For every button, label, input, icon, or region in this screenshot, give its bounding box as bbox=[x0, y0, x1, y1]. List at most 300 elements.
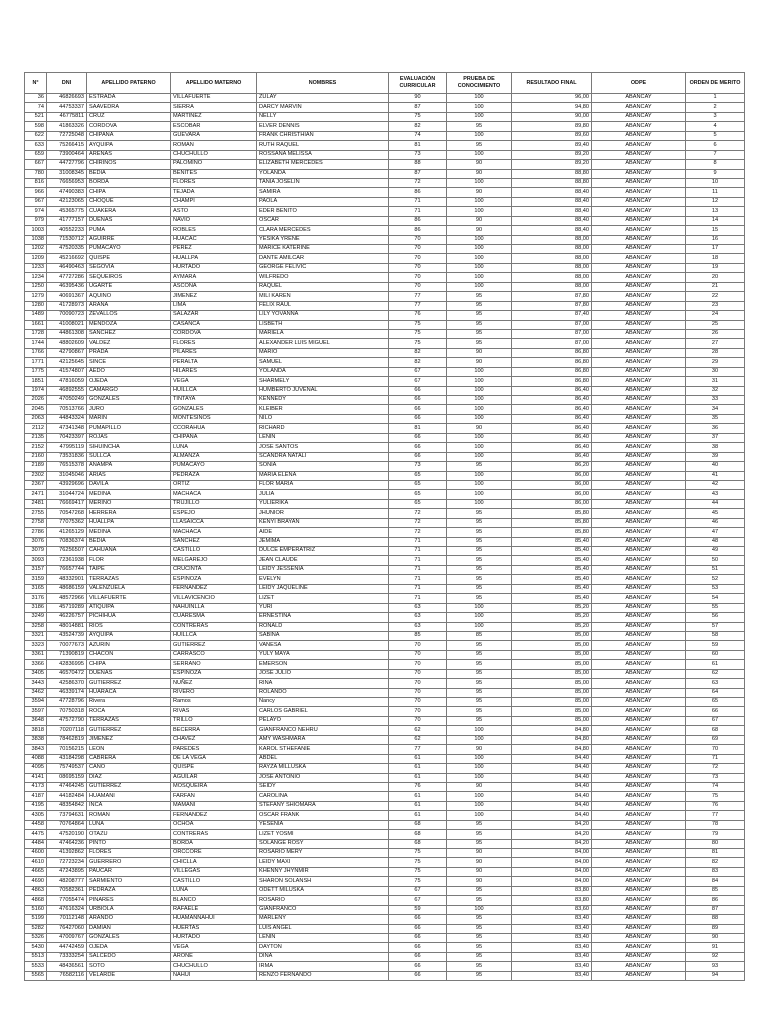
cell-orden-merito: 74 bbox=[686, 782, 745, 791]
cell-apellido-materno: AGUILAR bbox=[171, 773, 257, 782]
cell-apellido-materno: ASCONA bbox=[171, 282, 257, 291]
cell-apellido-paterno: SAAVEDRA bbox=[87, 103, 171, 112]
cell-dni: 47995119 bbox=[47, 443, 87, 452]
cell-odpe: ABANCAY bbox=[592, 594, 686, 603]
cell-orden-merito: 62 bbox=[686, 669, 745, 678]
cell-orden-merito: 32 bbox=[686, 386, 745, 395]
cell-evaluacion-curricular: 70 bbox=[389, 245, 447, 254]
cell-number: 1234 bbox=[25, 273, 47, 282]
cell-apellido-materno: TRUJILLO bbox=[171, 499, 257, 508]
cell-dni: 48208777 bbox=[47, 877, 87, 886]
cell-evaluacion-curricular: 70 bbox=[389, 716, 447, 725]
cell-orden-merito: 91 bbox=[686, 943, 745, 952]
cell-dni: 48686159 bbox=[47, 584, 87, 593]
cell-evaluacion-curricular: 77 bbox=[389, 292, 447, 301]
cell-dni: 46339174 bbox=[47, 688, 87, 697]
cell-odpe: ABANCAY bbox=[592, 537, 686, 546]
cell-orden-merito: 54 bbox=[686, 594, 745, 603]
cell-prueba-conocimiento: 95 bbox=[447, 556, 512, 565]
cell-orden-merito: 25 bbox=[686, 320, 745, 329]
cell-dni: 47243895 bbox=[47, 867, 87, 876]
cell-nombres: NELLY bbox=[257, 112, 389, 121]
table-row bbox=[25, 613, 745, 622]
cell-orden-merito: 14 bbox=[686, 216, 745, 225]
cell-resultado-final: 84,80 bbox=[512, 726, 592, 735]
table-row bbox=[25, 537, 745, 546]
cell-resultado-final: 88,40 bbox=[512, 207, 592, 216]
table-row bbox=[25, 915, 745, 924]
cell-dni: 75266415 bbox=[47, 141, 87, 150]
cell-orden-merito: 53 bbox=[686, 584, 745, 593]
cell-apellido-materno: BORDA bbox=[171, 839, 257, 848]
cell-orden-merito: 27 bbox=[686, 339, 745, 348]
cell-resultado-final: 87,80 bbox=[512, 292, 592, 301]
table-row bbox=[25, 886, 745, 895]
cell-resultado-final: 85,40 bbox=[512, 537, 592, 546]
cell-apellido-materno: ALMANZA bbox=[171, 452, 257, 461]
cell-evaluacion-curricular: 68 bbox=[389, 820, 447, 829]
cell-odpe: ABANCAY bbox=[592, 613, 686, 622]
cell-dni: 31044724 bbox=[47, 490, 87, 499]
cell-nombres: VANESA bbox=[257, 641, 389, 650]
cell-odpe: ABANCAY bbox=[592, 792, 686, 801]
table-row bbox=[25, 188, 745, 197]
cell-nombres: LEIDY JAQUELINE bbox=[257, 584, 389, 593]
cell-evaluacion-curricular: 87 bbox=[389, 103, 447, 112]
cell-orden-merito: 20 bbox=[686, 273, 745, 282]
cell-nombres: KENNEDY bbox=[257, 396, 389, 405]
cell-resultado-final: 88,80 bbox=[512, 178, 592, 187]
cell-dni: 70090723 bbox=[47, 311, 87, 320]
table-row bbox=[25, 811, 745, 820]
cell-number: 966 bbox=[25, 188, 47, 197]
cell-nombres: YURI bbox=[257, 603, 389, 612]
cell-orden-merito: 80 bbox=[686, 839, 745, 848]
cell-orden-merito: 42 bbox=[686, 480, 745, 489]
cell-odpe: ABANCAY bbox=[592, 943, 686, 952]
cell-prueba-conocimiento: 100 bbox=[447, 622, 512, 631]
cell-prueba-conocimiento: 100 bbox=[447, 480, 512, 489]
cell-resultado-final: 86,80 bbox=[512, 377, 592, 386]
cell-prueba-conocimiento: 85 bbox=[447, 631, 512, 640]
table-row bbox=[25, 660, 745, 669]
cell-apellido-paterno: CHIPA bbox=[87, 660, 171, 669]
cell-orden-merito: 22 bbox=[686, 292, 745, 301]
cell-odpe: ABANCAY bbox=[592, 94, 686, 103]
cell-dni: 44861308 bbox=[47, 329, 87, 338]
cell-orden-merito: 1 bbox=[686, 94, 745, 103]
cell-prueba-conocimiento: 90 bbox=[447, 782, 512, 791]
cell-dni: 40691367 bbox=[47, 292, 87, 301]
cell-dni: 44182484 bbox=[47, 792, 87, 801]
cell-apellido-paterno: CHIRINOS bbox=[87, 160, 171, 169]
cell-nombres: JOSE JULIO bbox=[257, 669, 389, 678]
cell-odpe: ABANCAY bbox=[592, 518, 686, 527]
cell-resultado-final: 85,00 bbox=[512, 707, 592, 716]
cell-odpe: ABANCAY bbox=[592, 452, 686, 461]
cell-resultado-final: 88,40 bbox=[512, 226, 592, 235]
cell-evaluacion-curricular: 71 bbox=[389, 197, 447, 206]
cell-dni: 76669417 bbox=[47, 499, 87, 508]
cell-apellido-paterno: SARMIENTO bbox=[87, 877, 171, 886]
cell-apellido-paterno: JIMENEZ bbox=[87, 735, 171, 744]
cell-orden-merito: 28 bbox=[686, 348, 745, 357]
cell-evaluacion-curricular: 75 bbox=[389, 867, 447, 876]
cell-number: 1766 bbox=[25, 348, 47, 357]
cell-nombres: RAQUEL bbox=[257, 282, 389, 291]
cell-orden-merito: 77 bbox=[686, 811, 745, 820]
cell-orden-merito: 73 bbox=[686, 773, 745, 782]
cell-nombres: FELIX RAUL bbox=[257, 301, 389, 310]
cell-resultado-final: 85,00 bbox=[512, 679, 592, 688]
cell-dni: 41777157 bbox=[47, 216, 87, 225]
cell-number: 1279 bbox=[25, 292, 47, 301]
cell-apellido-materno: Ramos bbox=[171, 698, 257, 707]
cell-number: 4088 bbox=[25, 754, 47, 763]
cell-apellido-paterno: BEDIA bbox=[87, 537, 171, 546]
cell-prueba-conocimiento: 95 bbox=[447, 537, 512, 546]
cell-apellido-materno: ESCOBAR bbox=[171, 122, 257, 131]
cell-apellido-materno: HUACAC bbox=[171, 235, 257, 244]
cell-prueba-conocimiento: 95 bbox=[447, 509, 512, 518]
table-row bbox=[25, 801, 745, 810]
cell-evaluacion-curricular: 68 bbox=[389, 839, 447, 848]
cell-resultado-final: 85,40 bbox=[512, 594, 592, 603]
cell-number: 4484 bbox=[25, 839, 47, 848]
cell-nombres: DARCY MARVIN bbox=[257, 103, 389, 112]
cell-number: 4610 bbox=[25, 858, 47, 867]
cell-number: 3361 bbox=[25, 650, 47, 659]
cell-odpe: ABANCAY bbox=[592, 169, 686, 178]
cell-apellido-materno: ESPINOZA bbox=[171, 669, 257, 678]
cell-orden-merito: 70 bbox=[686, 745, 745, 754]
cell-odpe: ABANCAY bbox=[592, 178, 686, 187]
table-row bbox=[25, 754, 745, 763]
cell-apellido-paterno: PINTO bbox=[87, 839, 171, 848]
cell-nombres: CARLOS GABRIEL bbox=[257, 707, 389, 716]
cell-orden-merito: 57 bbox=[686, 622, 745, 631]
cell-resultado-final: 84,00 bbox=[512, 877, 592, 886]
table-row bbox=[25, 518, 745, 527]
cell-orden-merito: 92 bbox=[686, 952, 745, 961]
cell-nombres: NILO bbox=[257, 414, 389, 423]
cell-odpe: ABANCAY bbox=[592, 745, 686, 754]
cell-apellido-materno: MARTINEZ bbox=[171, 112, 257, 121]
table-row bbox=[25, 424, 745, 433]
cell-resultado-final: 86,40 bbox=[512, 405, 592, 414]
cell-dni: 78462819 bbox=[47, 735, 87, 744]
cell-dni: 70582361 bbox=[47, 886, 87, 895]
cell-number: 2152 bbox=[25, 443, 47, 452]
cell-evaluacion-curricular: 70 bbox=[389, 650, 447, 659]
cell-apellido-materno: BLANCO bbox=[171, 896, 257, 905]
cell-resultado-final: 94,80 bbox=[512, 103, 592, 112]
cell-resultado-final: 84,40 bbox=[512, 764, 592, 773]
cell-resultado-final: 83,40 bbox=[512, 933, 592, 942]
table-row bbox=[25, 849, 745, 858]
cell-apellido-paterno: HUARACA bbox=[87, 688, 171, 697]
cell-prueba-conocimiento: 100 bbox=[447, 792, 512, 801]
results-table bbox=[24, 72, 745, 981]
cell-evaluacion-curricular: 86 bbox=[389, 188, 447, 197]
cell-apellido-materno: PEREZ bbox=[171, 245, 257, 254]
cell-resultado-final: 84,20 bbox=[512, 820, 592, 829]
cell-resultado-final: 84,80 bbox=[512, 745, 592, 754]
cell-prueba-conocimiento: 100 bbox=[447, 178, 512, 187]
cell-number: 3258 bbox=[25, 622, 47, 631]
cell-prueba-conocimiento: 95 bbox=[447, 292, 512, 301]
cell-dni: 47728796 bbox=[47, 698, 87, 707]
cell-apellido-materno: TRILLO bbox=[171, 716, 257, 725]
cell-apellido-materno: HURTADO bbox=[171, 933, 257, 942]
cell-orden-merito: 56 bbox=[686, 613, 745, 622]
cell-evaluacion-curricular: 67 bbox=[389, 377, 447, 386]
cell-dni: 42586370 bbox=[47, 679, 87, 688]
cell-apellido-paterno: MARIN bbox=[87, 414, 171, 423]
cell-orden-merito: 86 bbox=[686, 896, 745, 905]
cell-prueba-conocimiento: 95 bbox=[447, 641, 512, 650]
cell-number: 4173 bbox=[25, 782, 47, 791]
cell-nombres: GIANFRANCO NEHRU bbox=[257, 726, 389, 735]
cell-apellido-materno: LLASAICCA bbox=[171, 518, 257, 527]
table-row bbox=[25, 924, 745, 933]
cell-nombres: OSCAR bbox=[257, 216, 389, 225]
cell-odpe: ABANCAY bbox=[592, 386, 686, 395]
cell-evaluacion-curricular: 66 bbox=[389, 386, 447, 395]
cell-apellido-paterno: PRADA bbox=[87, 348, 171, 357]
cell-dni: 31008345 bbox=[47, 169, 87, 178]
cell-orden-merito: 94 bbox=[686, 971, 745, 980]
cell-resultado-final: 84,00 bbox=[512, 849, 592, 858]
cell-evaluacion-curricular: 70 bbox=[389, 641, 447, 650]
cell-nombres: ROSARIO bbox=[257, 896, 389, 905]
cell-evaluacion-curricular: 73 bbox=[389, 150, 447, 159]
cell-resultado-final: 83,40 bbox=[512, 924, 592, 933]
cell-evaluacion-curricular: 75 bbox=[389, 320, 447, 329]
cell-dni: 75749537 bbox=[47, 764, 87, 773]
cell-apellido-paterno: PAUCAR bbox=[87, 867, 171, 876]
cell-odpe: ABANCAY bbox=[592, 669, 686, 678]
cell-prueba-conocimiento: 100 bbox=[447, 367, 512, 376]
cell-resultado-final: 84,40 bbox=[512, 754, 592, 763]
cell-prueba-conocimiento: 100 bbox=[447, 726, 512, 735]
cell-nombres: KLEIBER bbox=[257, 405, 389, 414]
cell-apellido-materno: FLORES bbox=[171, 339, 257, 348]
table-row bbox=[25, 396, 745, 405]
cell-prueba-conocimiento: 100 bbox=[447, 282, 512, 291]
cell-evaluacion-curricular: 75 bbox=[389, 858, 447, 867]
cell-orden-merito: 13 bbox=[686, 207, 745, 216]
cell-orden-merito: 61 bbox=[686, 660, 745, 669]
cell-apellido-paterno: VALDEZ bbox=[87, 339, 171, 348]
cell-apellido-materno: NAVIO bbox=[171, 216, 257, 225]
cell-prueba-conocimiento: 100 bbox=[447, 273, 512, 282]
cell-prueba-conocimiento: 100 bbox=[447, 263, 512, 272]
cell-apellido-materno: MELGAREJO bbox=[171, 556, 257, 565]
cell-evaluacion-curricular: 67 bbox=[389, 886, 447, 895]
cell-odpe: ABANCAY bbox=[592, 405, 686, 414]
cell-odpe: ABANCAY bbox=[592, 377, 686, 386]
cell-apellido-paterno: UGARTE bbox=[87, 282, 171, 291]
table-row bbox=[25, 952, 745, 961]
cell-odpe: ABANCAY bbox=[592, 358, 686, 367]
cell-nombres: RENZO FERNANDO bbox=[257, 971, 389, 980]
cell-odpe: ABANCAY bbox=[592, 858, 686, 867]
cell-prueba-conocimiento: 95 bbox=[447, 320, 512, 329]
cell-dni: 47520335 bbox=[47, 245, 87, 254]
cell-odpe: ABANCAY bbox=[592, 556, 686, 565]
cell-apellido-paterno: SINCE bbox=[87, 358, 171, 367]
table-row bbox=[25, 263, 745, 272]
cell-apellido-materno: CASTILLO bbox=[171, 877, 257, 886]
cell-evaluacion-curricular: 66 bbox=[389, 943, 447, 952]
table-row bbox=[25, 650, 745, 659]
cell-nombres: LIZET bbox=[257, 594, 389, 603]
cell-dni: 70513766 bbox=[47, 405, 87, 414]
cell-prueba-conocimiento: 100 bbox=[447, 773, 512, 782]
cell-odpe: ABANCAY bbox=[592, 282, 686, 291]
cell-number: 1974 bbox=[25, 386, 47, 395]
cell-prueba-conocimiento: 95 bbox=[447, 669, 512, 678]
cell-apellido-paterno: SULLCA bbox=[87, 452, 171, 461]
table-row bbox=[25, 830, 745, 839]
cell-odpe: ABANCAY bbox=[592, 565, 686, 574]
cell-evaluacion-curricular: 63 bbox=[389, 603, 447, 612]
cell-resultado-final: 83,40 bbox=[512, 943, 592, 952]
cell-number: 4141 bbox=[25, 773, 47, 782]
cell-orden-merito: 4 bbox=[686, 122, 745, 131]
cell-apellido-paterno: PICHIHUA bbox=[87, 613, 171, 622]
cell-apellido-materno: TEJADA bbox=[171, 188, 257, 197]
cell-evaluacion-curricular: 87 bbox=[389, 169, 447, 178]
cell-number: 3165 bbox=[25, 584, 47, 593]
cell-resultado-final: 83,40 bbox=[512, 952, 592, 961]
cell-evaluacion-curricular: 70 bbox=[389, 660, 447, 669]
cell-apellido-materno: SANCHEZ bbox=[171, 537, 257, 546]
cell-evaluacion-curricular: 71 bbox=[389, 556, 447, 565]
cell-prueba-conocimiento: 95 bbox=[447, 575, 512, 584]
table-row bbox=[25, 433, 745, 442]
cell-evaluacion-curricular: 70 bbox=[389, 669, 447, 678]
cell-evaluacion-curricular: 81 bbox=[389, 424, 447, 433]
cell-odpe: ABANCAY bbox=[592, 301, 686, 310]
cell-dni: 70423397 bbox=[47, 433, 87, 442]
cell-apellido-paterno: CHIPANA bbox=[87, 131, 171, 140]
cell-prueba-conocimiento: 95 bbox=[447, 924, 512, 933]
cell-number: 2112 bbox=[25, 424, 47, 433]
cell-resultado-final: 85,40 bbox=[512, 584, 592, 593]
cell-resultado-final: 87,00 bbox=[512, 320, 592, 329]
cell-orden-merito: 37 bbox=[686, 433, 745, 442]
cell-prueba-conocimiento: 95 bbox=[447, 301, 512, 310]
cell-evaluacion-curricular: 62 bbox=[389, 726, 447, 735]
cell-orden-merito: 66 bbox=[686, 707, 745, 716]
cell-apellido-materno: JIMENEZ bbox=[171, 292, 257, 301]
cell-number: 3838 bbox=[25, 735, 47, 744]
cell-prueba-conocimiento: 100 bbox=[447, 905, 512, 914]
cell-nombres: SOLANGE ROSY bbox=[257, 839, 389, 848]
cell-apellido-materno: ROBLES bbox=[171, 226, 257, 235]
cell-number: 3843 bbox=[25, 745, 47, 754]
cell-nombres: RONALD bbox=[257, 622, 389, 631]
cell-apellido-paterno: AEDO bbox=[87, 367, 171, 376]
cell-resultado-final: 85,20 bbox=[512, 613, 592, 622]
cell-apellido-paterno: MEDINA bbox=[87, 528, 171, 537]
cell-dni: 47050249 bbox=[47, 396, 87, 405]
cell-odpe: ABANCAY bbox=[592, 877, 686, 886]
cell-dni: 45365775 bbox=[47, 207, 87, 216]
cell-resultado-final: 89,80 bbox=[512, 122, 592, 131]
cell-resultado-final: 86,40 bbox=[512, 452, 592, 461]
cell-number: 3594 bbox=[25, 698, 47, 707]
cell-number: 3249 bbox=[25, 613, 47, 622]
cell-resultado-final: 85,00 bbox=[512, 688, 592, 697]
cell-evaluacion-curricular: 82 bbox=[389, 122, 447, 131]
cell-prueba-conocimiento: 100 bbox=[447, 801, 512, 810]
cell-odpe: ABANCAY bbox=[592, 915, 686, 924]
table-row bbox=[25, 745, 745, 754]
cell-apellido-materno: GUTIERREZ bbox=[171, 641, 257, 650]
cell-prueba-conocimiento: 95 bbox=[447, 943, 512, 952]
cell-nombres: LISBETH bbox=[257, 320, 389, 329]
cell-dni: 46490463 bbox=[47, 263, 87, 272]
cell-dni: 44727796 bbox=[47, 160, 87, 169]
cell-evaluacion-curricular: 62 bbox=[389, 735, 447, 744]
cell-dni: 76657744 bbox=[47, 565, 87, 574]
cell-nombres: LUIS ANGEL bbox=[257, 924, 389, 933]
cell-apellido-paterno: SIHUINCHA bbox=[87, 443, 171, 452]
cell-dni: 72725048 bbox=[47, 131, 87, 140]
cell-prueba-conocimiento: 95 bbox=[447, 650, 512, 659]
cell-odpe: ABANCAY bbox=[592, 896, 686, 905]
cell-nombres: JOSE SANTOS bbox=[257, 443, 389, 452]
cell-number: 2045 bbox=[25, 405, 47, 414]
cell-apellido-paterno: JURO bbox=[87, 405, 171, 414]
cell-odpe: ABANCAY bbox=[592, 839, 686, 848]
cell-odpe: ABANCAY bbox=[592, 707, 686, 716]
cell-resultado-final: 85,40 bbox=[512, 565, 592, 574]
cell-number: 3818 bbox=[25, 726, 47, 735]
cell-apellido-paterno: PUMACAYO bbox=[87, 245, 171, 254]
cell-evaluacion-curricular: 70 bbox=[389, 707, 447, 716]
cell-orden-merito: 2 bbox=[686, 103, 745, 112]
cell-number: 74 bbox=[25, 103, 47, 112]
cell-apellido-materno: RAFAELE bbox=[171, 905, 257, 914]
table-row bbox=[25, 867, 745, 876]
cell-odpe: ABANCAY bbox=[592, 131, 686, 140]
cell-prueba-conocimiento: 95 bbox=[447, 679, 512, 688]
table-row bbox=[25, 707, 745, 716]
cell-number: 1233 bbox=[25, 263, 47, 272]
cell-odpe: ABANCAY bbox=[592, 905, 686, 914]
cell-dni: 41008021 bbox=[47, 320, 87, 329]
cell-apellido-materno: CARRASCO bbox=[171, 650, 257, 659]
cell-odpe: ABANCAY bbox=[592, 490, 686, 499]
cell-odpe: ABANCAY bbox=[592, 660, 686, 669]
cell-number: 36 bbox=[25, 94, 47, 103]
cell-apellido-paterno: MERINO bbox=[87, 499, 171, 508]
cell-apellido-paterno: URBIOLA bbox=[87, 905, 171, 914]
cell-resultado-final: 85,00 bbox=[512, 660, 592, 669]
cell-orden-merito: 15 bbox=[686, 226, 745, 235]
cell-number: 1661 bbox=[25, 320, 47, 329]
cell-orden-merito: 82 bbox=[686, 858, 745, 867]
cell-nombres: JEAN CLAUDE bbox=[257, 556, 389, 565]
table-row bbox=[25, 273, 745, 282]
cell-odpe: ABANCAY bbox=[592, 122, 686, 131]
cell-evaluacion-curricular: 65 bbox=[389, 480, 447, 489]
cell-apellido-materno: RIVERO bbox=[171, 688, 257, 697]
